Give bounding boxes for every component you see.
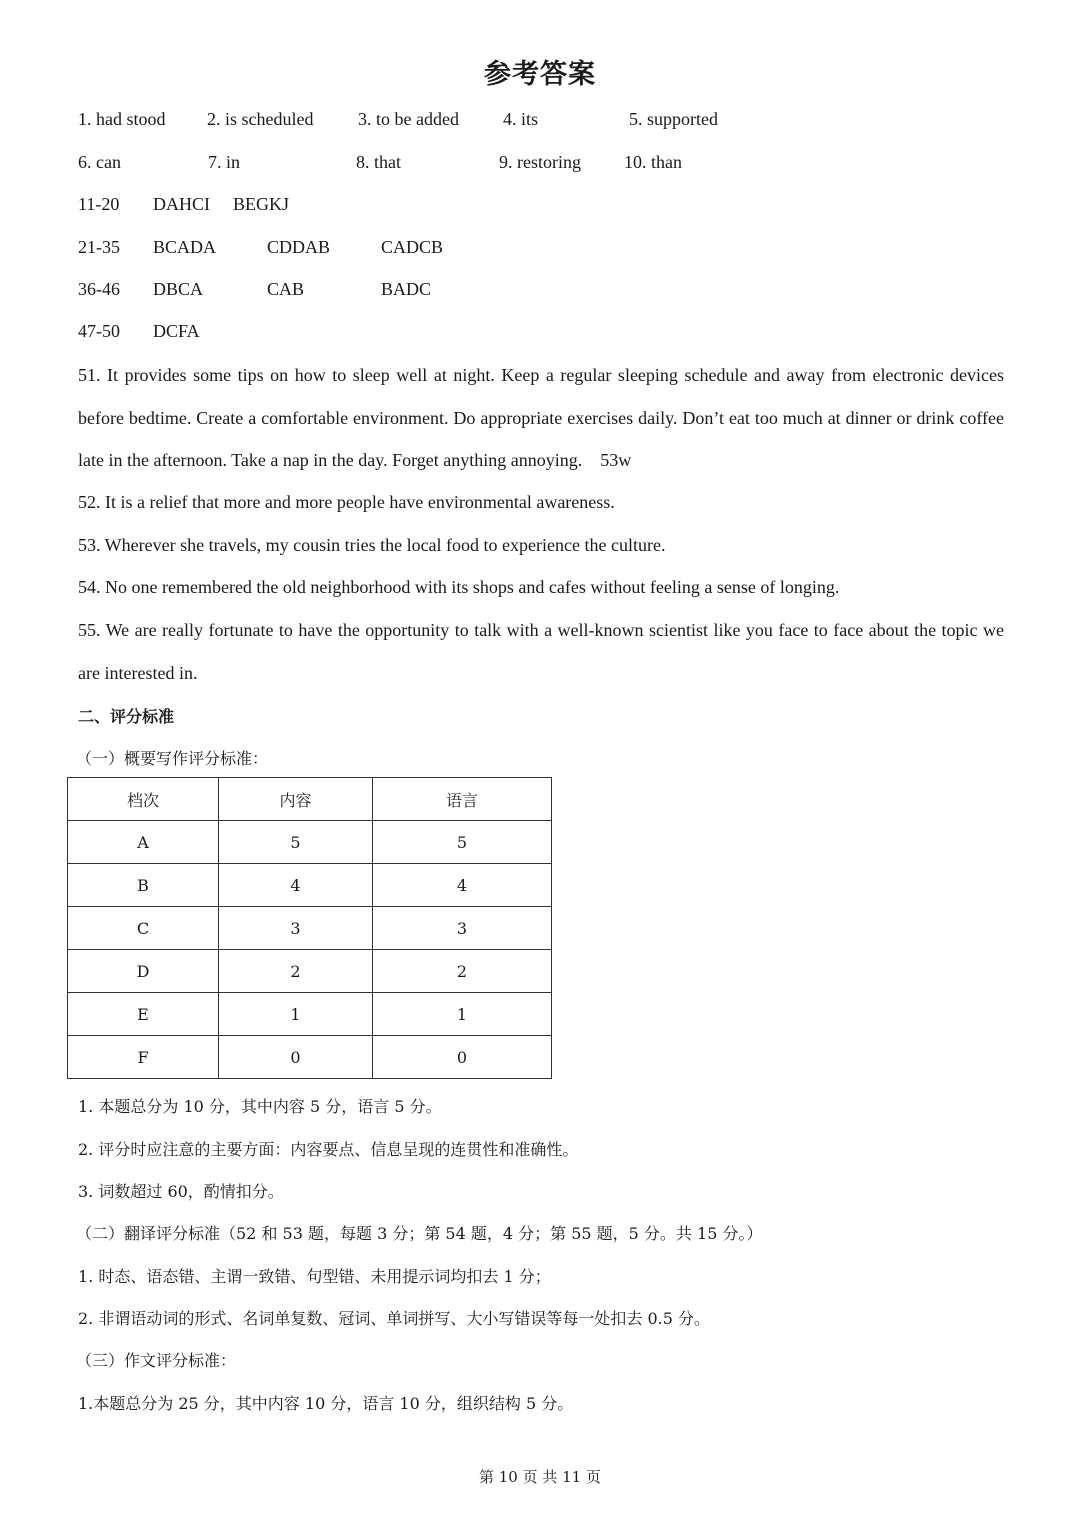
answer-51-text: 51. It provides some tips on how to sleep well at night. Keep a regular sleeping schedule and away from electronic devices before bedtime. Create a comfortable environment. Do appropriate exercises daily. Don’t eat too much at dinner or drink coffee late in the afternoon. Take a nap in the day. Forget anything annoying.: [78, 365, 1004, 470]
answer-53: 53. Wherever she travels, my cousin tries the local food to experience the culture.: [78, 535, 666, 555]
answer-4: 4. its: [503, 109, 539, 129]
table-cell: B: [68, 864, 219, 907]
table-row: [68, 907, 552, 950]
summary-note: 2. 评分时应注意的主要方面：内容要点、信息呈现的连贯性和准确性。: [78, 1140, 579, 1159]
table-cell: 3: [373, 907, 552, 950]
table-row: [68, 821, 552, 864]
table-cell: 1: [373, 993, 552, 1036]
scoring-table: [67, 777, 552, 1079]
answer-10: 10. than: [624, 152, 682, 172]
answer-9: 9. restoring: [499, 152, 581, 172]
answer-1: 1. had stood: [78, 109, 166, 129]
mc-range: 36-46: [78, 279, 120, 299]
table-row: [68, 1036, 552, 1079]
table-cell: 0: [373, 1036, 552, 1079]
translation-note: 1. 时态、语态错、主谓一致错、句型错、未用提示词均扣去 1 分；: [78, 1267, 551, 1286]
answer-2: 2. is scheduled: [207, 109, 314, 129]
mc-group: BEGKJ: [233, 194, 290, 214]
essay-note: 1.本题总分为 25 分，其中内容 10 分，语言 10 分，组织结构 5 分。: [78, 1394, 574, 1413]
answer-5: 5. supported: [629, 109, 718, 129]
answer-51: [78, 354, 1004, 482]
table-cell: E: [68, 993, 219, 1036]
translation-note: 2. 非谓语动词的形式、名词单复数、冠词、单词拼写、大小写错误等每一处扣去 0.5 分。: [78, 1309, 710, 1328]
mc-group: CADCB: [381, 237, 444, 257]
mc-range: 21-35: [78, 237, 120, 257]
summary-note: 3. 词数超过 60，酌情扣分。: [78, 1182, 284, 1201]
mc-group: BADC: [381, 279, 432, 299]
table-row: [68, 950, 552, 993]
mc-group: DBCA: [153, 279, 204, 299]
mc-group: CAB: [267, 279, 305, 299]
mc-group: DAHCI: [153, 194, 210, 214]
table-header-cell: 语言: [373, 778, 552, 821]
page-title: 参考答案: [484, 59, 596, 90]
table-cell: 2: [373, 950, 552, 993]
table-cell: D: [68, 950, 219, 993]
essay-criteria-title: （三）作文评分标准：: [76, 1351, 237, 1370]
mc-group: BCADA: [153, 237, 217, 257]
table-header-cell: 内容: [219, 778, 373, 821]
table-header-cell: 档次: [68, 778, 219, 821]
table-cell: 1: [219, 993, 373, 1036]
section-heading-scoring: 二、评分标准: [78, 707, 175, 726]
table-cell: 3: [219, 907, 373, 950]
table-cell: 4: [373, 864, 552, 907]
table-header-row: [68, 778, 552, 821]
summary-criteria-title: （一）概要写作评分标准：: [76, 749, 269, 768]
table-cell: F: [68, 1036, 219, 1079]
answer-8: 8. that: [356, 152, 401, 172]
answer-3: 3. to be added: [358, 109, 459, 129]
mc-range: 47-50: [78, 321, 120, 341]
mc-group: DCFA: [153, 321, 200, 341]
table-cell: A: [68, 821, 219, 864]
mc-group: CDDAB: [267, 237, 331, 257]
summary-note: 1. 本题总分为 10 分，其中内容 5 分，语言 5 分。: [78, 1097, 442, 1116]
table-cell: 4: [219, 864, 373, 907]
table-cell: 2: [219, 950, 373, 993]
table-cell: 0: [219, 1036, 373, 1079]
answer-7: 7. in: [208, 152, 241, 172]
page-footer: 第 10 页 共 11 页: [478, 1468, 601, 1486]
table-cell: 5: [373, 821, 552, 864]
answer-52: 52. It is a relief that more and more people have environmental awareness.: [78, 492, 615, 512]
mc-range: 11-20: [78, 194, 120, 214]
word-count: 53w: [600, 450, 632, 470]
answer-54: 54. No one remembered the old neighborhood with its shops and cafes without feeling a sense of longing.: [78, 577, 840, 597]
table-cell: 5: [219, 821, 373, 864]
translation-criteria-title: （二）翻译评分标准（52 和 53 题，每题 3 分；第 54 题，4 分；第 55 题，5 分。共 15 分。）: [76, 1224, 763, 1243]
answer-55: 55. We are really fortunate to have the opportunity to talk with a well-known scientist like you face to face about the topic we are interested in.: [78, 620, 1004, 683]
table-row: [68, 993, 552, 1036]
table-cell: C: [68, 907, 219, 950]
answer-6: 6. can: [78, 152, 121, 172]
table-row: [68, 864, 552, 907]
